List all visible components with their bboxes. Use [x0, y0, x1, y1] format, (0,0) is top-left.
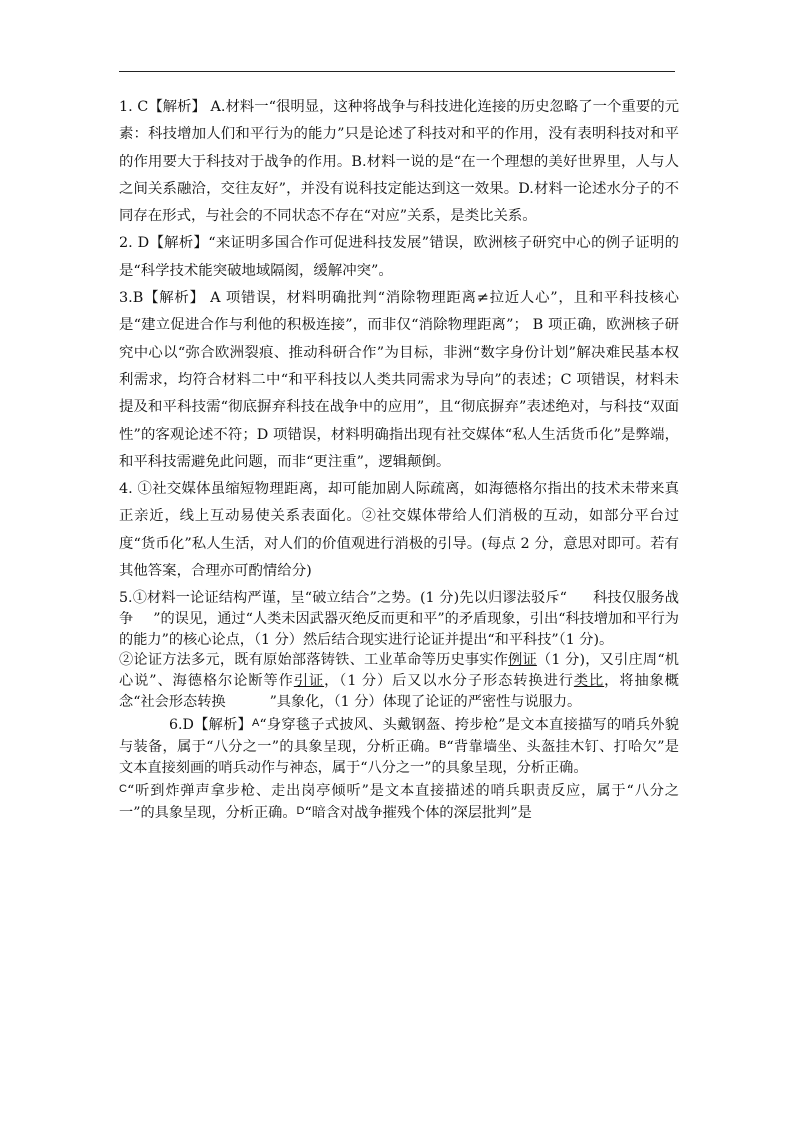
answer-4: 4. ①社交媒体虽缩短物理距离，却可能加剧人际疏离，如海德格尔指出的技术未带来真正亲近，线上互动易使关系表面化。②社交媒体带给人们消极的互动，如部分平台过度“货币化”私人生活，对人们的价值观进行消极的引导。(每点 2 分，意思对即可。若有其他答案，合理亦可酌情给分) — [119, 481, 679, 580]
underlined-term: 例证 — [508, 652, 537, 669]
answer-3: 3.B【解析】 A 项错误，材料明确批判“消除物理距离≠拉近人心”，且和平科技核心是“建立促进合作与利他的积极连接”，而非仅“消除物理距离”； B 项正确，欧洲核子研究中心以“弥合欧洲裂痕、推动科研合作”为目标，非洲“数字身份计划”解决难民基本权利需求，均符合材料二中“和平科技以人类共同需求为导向”的表述；C 项错误，材料未提及和平科技需“彻底摒弃科技在战争中的应用”，且“彻底摒弃”表述绝对，与科技“双面性”的客观论述不符；D 项错误，材料明确指出现有社交媒体“私人生活货币化”是弊端，和平科技需避免此问题，而非“更注重”，逻辑颠倒。 — [119, 290, 679, 470]
answer-5-part-2: ②论证方法多元，既有原始部落铸铁、工业革命等历史事实作例证（1 分)，又引庄周“机心说”、海德格尔论断等作引证，（1 分）后又以水分子形态转换进行类比，将抽象概念“社会形态转换 ”具象化，（1 分）体现了论证的严密性与说服力。 — [119, 652, 679, 710]
answer-6: 6.D【解析】$^A$“身穿毯子式披风、头戴钢盔、挎步枪”是文本直接描写的哨兵外貌与装备，属于“八分之一”的具象呈现，分析正确。$^B$“背靠墙坐、头盔挂木钉、打哈欠”是文本直接刻画的哨兵动作与神态，属于“八分之一”的具象呈现，分析正确。 $^C$“听到炸弹声拿步枪、走出岗亭倾听”是文本直接描述的哨兵职责反应，属于“八分之一”的具象呈现，分析正确。$^D$“暗含对战争摧残个体的深层批判”是 — [119, 716, 679, 822]
answer-5-part-1: 5.①材料一论证结构严谨，呈“破立结合”之势。(1 分)先以归谬法驳斥“ 科技仅服务战争 ”的误见，通过“人类未因武器灭绝反而更和平”的矛盾现象，引出“科技增加和平行为的能力”的核心论点，（1 分）然后结合现实进行论证并提出“和平科技”（1 分)。 — [119, 590, 679, 648]
header-rule — [119, 71, 675, 72]
answer-sheet — [119, 94, 679, 824]
answer-1: 1. C【解析】 A.材料一“很明显，这种将战争与科技进化连接的历史忽略了一个重要的元素：科技增加人们和平行为的能力”只是论述了科技对和平的作用，没有表明科技对和平的作用要大于科技对于战争的作用。B.材料一说的是“在一个理想的美好世界里，人与人之间关系融洽，交往友好”，并没有说科技定能达到这一效果。D.材料一论述水分子的不同存在形式，与社会的不同状态不存在“对应”关系，是类比关系。 — [119, 99, 679, 225]
underlined-term: 类比 — [573, 673, 605, 690]
answer-2: 2. D【解析】“来证明多国合作可促进科技发展”错误，欧洲核子研究中心的例子证明的是“科学技术能突破地域隔阂，缓解冲突”。 — [119, 235, 679, 279]
underlined-term: 引证 — [293, 673, 325, 690]
